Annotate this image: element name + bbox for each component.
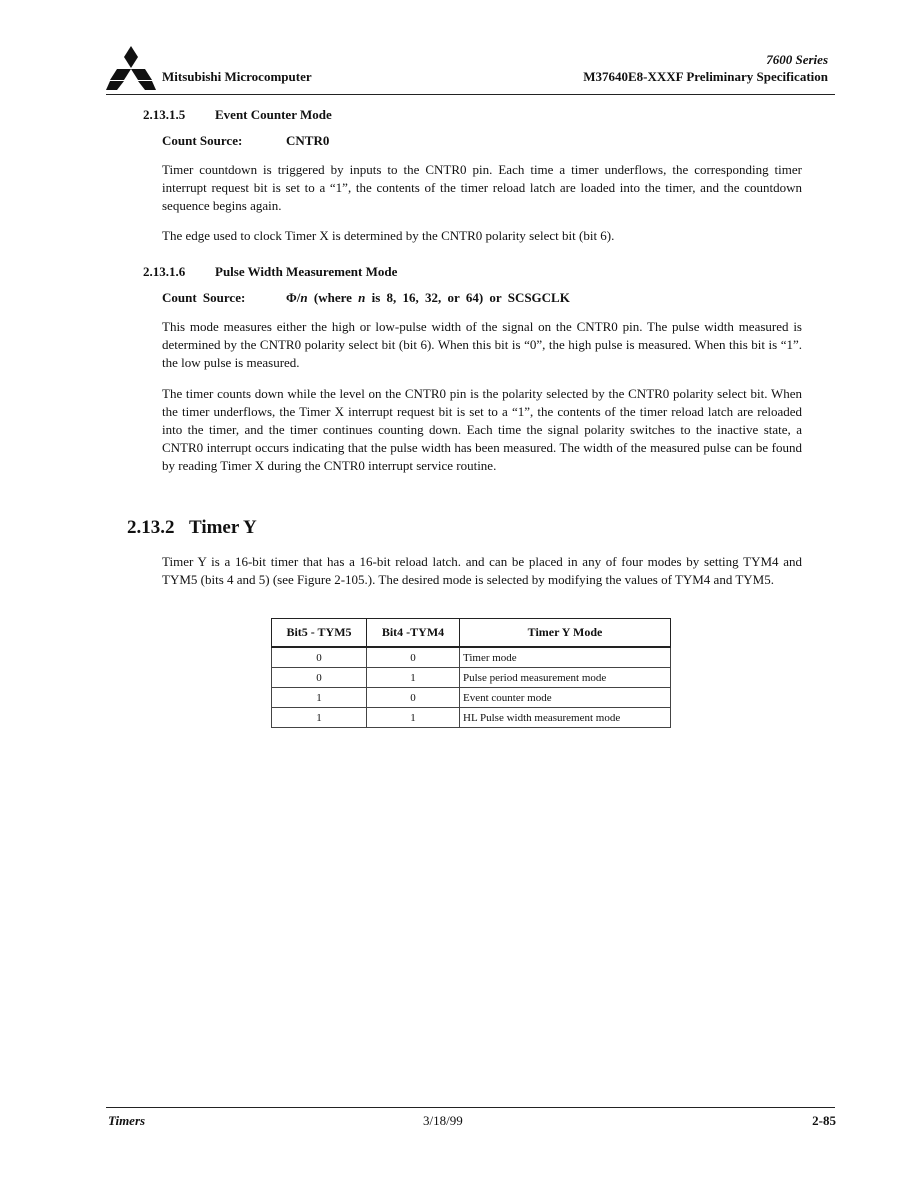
table-header-row xyxy=(272,619,671,648)
series-label: 7600 Series xyxy=(766,52,828,67)
table-cell: Timer mode xyxy=(460,647,671,668)
table-cell: 0 xyxy=(272,668,367,688)
footer-rule xyxy=(106,1107,835,1108)
footer-chapter: Timers xyxy=(108,1113,146,1128)
paragraph: Timer countdown is triggered by inputs to the CNTR0 pin. Each time a timer underflows, the corresponding timer interrupt request bit is set to a “1”, the contents of the timer reload latch are loaded into the timer, and the countdown sequence begins again. xyxy=(162,162,802,213)
table-row xyxy=(272,708,671,728)
table-row xyxy=(272,647,671,668)
table-cell: 1 xyxy=(272,708,367,728)
count-source-pulse-width xyxy=(162,290,570,306)
footer-date: 3/18/99 xyxy=(423,1113,463,1128)
count-source-rest: is 8, 16, 32, or 64) or SCSGCLK xyxy=(365,290,570,305)
timer-y-mode-table xyxy=(271,618,671,728)
section-number: 2.13.1.5 xyxy=(143,107,186,122)
paragraph: The timer counts down while the level on the CNTR0 pin is the polarity selected by the CNTR0 polarity select bit. When the timer underflows, the Timer X interrupt request bit is set to a “1”, the contents of the timer reload latch are reloaded into the timer, and the timer continues counting down. Each time the signal polarity switches to the inactive state, a CNTR0 interrupt occurs indicating that the pulse width has been measured. The width of the measured pulse can be found by reading Timer X during the CNTR0 interrupt service routine. xyxy=(162,386,802,473)
section-heading-pulse-width xyxy=(143,264,397,280)
table-cell: Pulse period measurement mode xyxy=(460,668,671,688)
section-title: Timer Y xyxy=(189,517,257,538)
section-number: 2.13.2 xyxy=(127,517,175,538)
paragraph: This mode measures either the high or low-pulse width of the signal on the CNTR0 pin. The pulse width measured is determined by the CNTR0 polarity select bit (bit 6). When this bit is “0”, the high pulse is measured. When this bit is “1”. the low pulse is measured. xyxy=(162,319,802,370)
footer-page-number: 2-85 xyxy=(812,1113,836,1128)
table-cell: 0 xyxy=(272,647,367,668)
count-source-label: Count Source: xyxy=(162,290,246,305)
spec-title: M37640E8-XXXF Preliminary Specification xyxy=(583,69,828,84)
company-name: Mitsubishi Microcomputer xyxy=(162,69,312,84)
mitsubishi-logo xyxy=(106,44,156,90)
count-source-n: n xyxy=(300,290,308,305)
table-header: Timer Y Mode xyxy=(460,619,671,648)
count-source-phi: Φ/ xyxy=(286,290,301,305)
count-source-value: CNTR0 xyxy=(286,133,330,148)
section-heading-timer-y xyxy=(127,517,257,539)
table-header: Bit5 - TYM5 xyxy=(272,619,367,648)
table-header: Bit4 -TYM4 xyxy=(367,619,460,648)
table-cell: 1 xyxy=(367,668,460,688)
count-source-event-counter xyxy=(162,133,329,149)
count-source-n2: n xyxy=(358,290,366,305)
count-source-mid: (where xyxy=(307,290,359,305)
table-cell: HL Pulse width measurement mode xyxy=(460,708,671,728)
table-cell: 1 xyxy=(272,688,367,708)
section-number: 2.13.1.6 xyxy=(143,264,186,279)
table-cell: 0 xyxy=(367,647,460,668)
section-title: Pulse Width Measurement Mode xyxy=(215,264,398,279)
table-row xyxy=(272,668,671,688)
section-title: Event Counter Mode xyxy=(215,107,332,122)
paragraph: The edge used to clock Timer X is determined by the CNTR0 polarity select bit (bit 6). xyxy=(162,228,615,243)
table-cell: Event counter mode xyxy=(460,688,671,708)
table-cell: 1 xyxy=(367,708,460,728)
section-heading-event-counter xyxy=(143,107,332,123)
header-rule xyxy=(106,94,835,95)
table-row xyxy=(272,688,671,708)
paragraph: Timer Y is a 16-bit timer that has a 16-bit reload latch. and can be placed in any of four modes by setting TYM4 and TYM5 (bits 4 and 5) (see Figure 2-105.). The desired mode is selected by modifying the values of TYM4 and TYM5. xyxy=(162,554,802,587)
table-cell: 0 xyxy=(367,688,460,708)
count-source-label: Count Source: xyxy=(162,133,243,148)
